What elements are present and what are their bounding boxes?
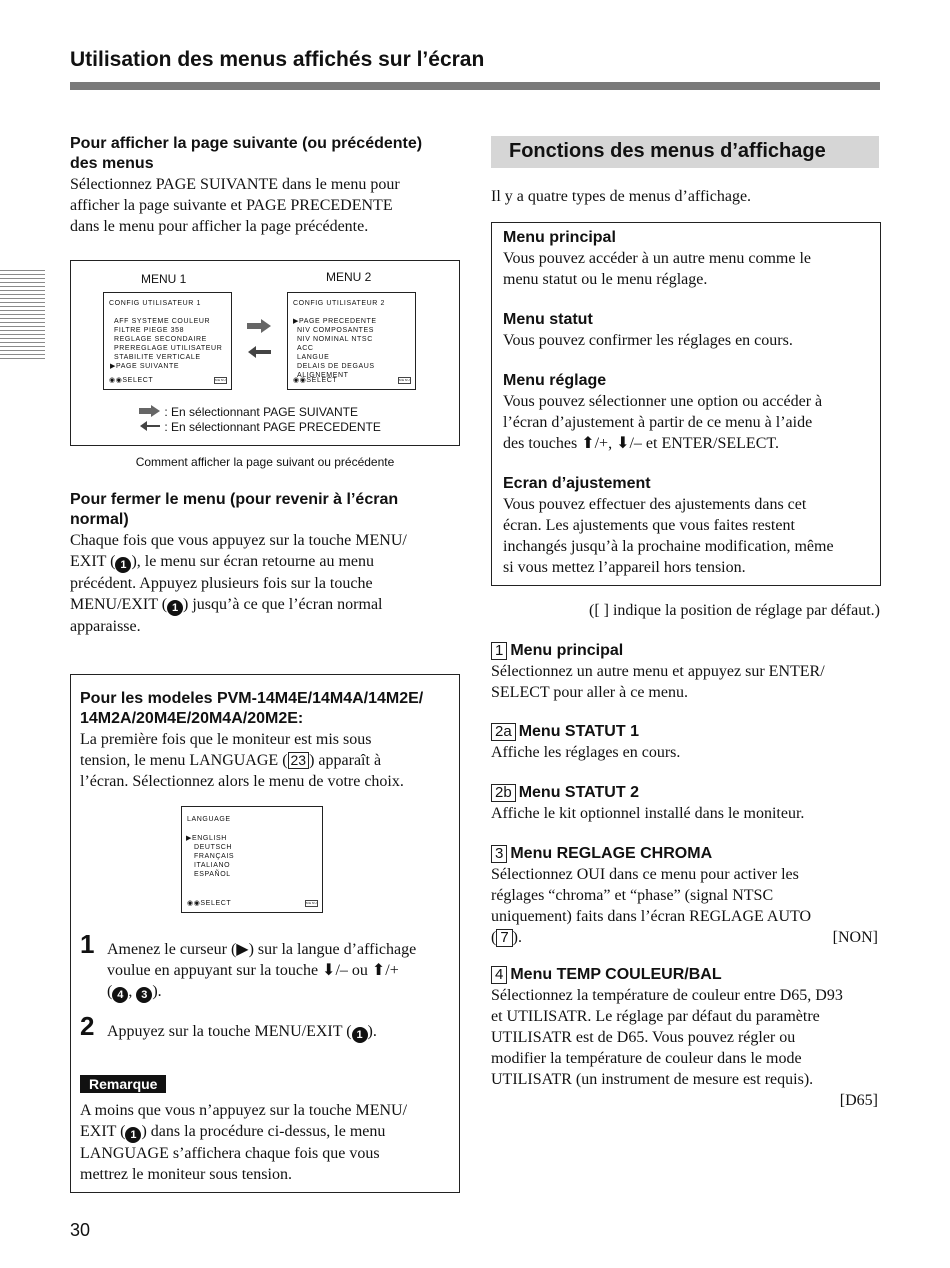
type-title-statut: Menu statut [503, 311, 593, 328]
figure-caption: Comment afficher la page suivant ou précédente [135, 455, 395, 469]
title-rule [70, 82, 880, 90]
menu1-title: CONFIG UTILISATEUR 1 [109, 300, 201, 307]
button-4-badge: 4 [112, 987, 128, 1003]
type-text: menu statut ou le menu réglage. [503, 271, 708, 288]
legend-prev [139, 420, 381, 434]
entry-number-box: 1 [491, 642, 507, 660]
remark-line-2: EXIT ( 1 ) dans la procédure ci-dessus, le menu [80, 1123, 386, 1141]
entry-text: Sélectionnez la température de couleur entre D65, D93 [491, 987, 843, 1004]
next-page-heading-1: Pour afficher la page suivante (ou précédente) [70, 135, 423, 152]
button-1-badge: 1 [115, 557, 131, 573]
entry-text: SELECT pour aller à ce menu. [491, 684, 688, 701]
close-menu-heading-2: normal) [70, 511, 129, 528]
language-item: DEUTSCH [194, 844, 233, 851]
entry-title: Menu principal [510, 642, 624, 659]
entry-text: UTILISATR est de D65. Vous pouvez régler ou [491, 1029, 796, 1046]
next-page-text-2: afficher la page suivante et PAGE PRECEDENTE [70, 197, 393, 214]
button-3-badge: 3 [136, 987, 152, 1003]
language-items [186, 834, 234, 879]
close-menu-text-2: EXIT ( 1 ), le menu sur écran retourne au menu [70, 553, 375, 571]
type-text: des touches ⬆/+, ⬇/– et ENTER/SELECT. [503, 435, 779, 452]
menu-entry-reglage-chroma [491, 844, 880, 948]
models-heading-2: 14M2A/20M4E/20M4A/20M2E: [80, 710, 304, 727]
type-text: inchangés jusqu’à la prochaine modification, même [503, 538, 834, 555]
menu1-item: REGLAGE SECONDAIRE [114, 336, 207, 343]
entry-heading [491, 844, 880, 864]
menu2-item: DELAIS DE DEGAUS [297, 363, 375, 370]
menu-entry-temp-couleur [491, 965, 880, 1111]
remark-label: Remarque [80, 1075, 166, 1093]
type-text: l’écran d’ajustement à partir de ce menu à l’aide [503, 414, 813, 431]
models-text-3: l’écran. Sélectionnez alors le menu de votre choix. [80, 773, 404, 790]
entry-text: Sélectionnez OUI dans ce menu pour activer les [491, 866, 799, 883]
entry-text: ( 7 ). [NON] [491, 929, 878, 946]
entry-text: UTILISATR (un instrument de mesure est requis). [491, 1071, 814, 1088]
menu2-screen [287, 292, 416, 390]
type-text: Vous pouvez effectuer des ajustements dans cet [503, 496, 807, 513]
page-title: Utilisation des menus affichés sur l’écran [70, 48, 485, 71]
entry-text: uniquement) faits dans l’écran REGLAGE AUTO [491, 908, 812, 925]
type-text: si vous mettez l’appareil hors tension. [503, 559, 746, 576]
intro-text: Il y a quatre types de menus d’affichage. [491, 188, 752, 205]
step-1-number: 1 [80, 929, 95, 959]
menu-types-list [503, 228, 875, 578]
entry-number-box: 4 [491, 966, 507, 984]
next-page-text-3: dans le menu pour afficher la page précédente. [70, 218, 369, 235]
menu1-item: AFF SYSTEME COULEUR [114, 318, 211, 325]
close-menu-text-4: MENU/EXIT ( 1 ) jusqu’à ce que l’écran normal [70, 596, 383, 614]
type-text: écran. Les ajustements que vous faites restent [503, 517, 795, 534]
menu2-select-hint: ◉◉SELECT [293, 377, 338, 384]
legend-next-text: : En sélectionnant PAGE SUIVANTE [164, 405, 358, 419]
menu2-items [293, 317, 377, 380]
entry-text: Sélectionnez un autre menu et appuyez sur ENTER/ [491, 663, 825, 680]
default-position-note: ([ ] indique la position de réglage par défaut.) [589, 602, 880, 619]
menu2-item: ALIGNEMENT [297, 372, 349, 379]
entry-title: Menu REGLAGE CHROMA [510, 845, 713, 862]
language-select-hint: ◉◉SELECT [187, 900, 232, 907]
entry-heading [491, 783, 880, 803]
arrow-left-icon [247, 345, 273, 359]
legend-next [139, 405, 358, 419]
menu2-menu-key-icon: MENU [399, 378, 411, 382]
default-value: [NON] [832, 929, 878, 946]
type-text: Vous pouvez sélectionner une option ou accéder à [503, 393, 823, 410]
language-item: FRANÇAIS [194, 853, 235, 860]
arrow-right-icon [247, 319, 273, 333]
menu-page-figure [70, 260, 460, 446]
menu1-label: MENU 1 [141, 272, 187, 286]
models-intro [80, 689, 458, 792]
step-1-line-2: voulue en appuyant sur la touche ⬇/– ou ⬆/+ [107, 962, 399, 979]
type-title-principal: Menu principal [503, 229, 616, 246]
menu1-item: PREREGLAGE UTILISATEUR [114, 345, 223, 352]
step-1-text [107, 939, 457, 1003]
close-menu-text-1: Chaque fois que vous appuyez sur la touche MENU/ [70, 532, 407, 549]
page-number: 30 [70, 1220, 91, 1240]
type-title-ajustement: Ecran d’ajustement [503, 475, 651, 492]
models-text-2: tension, le menu LANGUAGE ( 23 ) apparaît à [80, 752, 382, 769]
models-heading-1: Pour les modeles PVM-14M4E/14M4A/14M2E/ [80, 690, 424, 707]
close-menu-section [70, 490, 465, 637]
menu1-items [112, 317, 222, 371]
menu2-item: NIV NOMINAL NTSC [297, 336, 373, 343]
remark-line-3: LANGUAGE s’affichera chaque fois que vous [80, 1145, 380, 1162]
menu-entry-principal [491, 641, 880, 703]
section-title: Fonctions des menus d’affichage [509, 140, 826, 162]
entry-text: et UTILISATR. Le réglage par défaut du paramètre [491, 1008, 820, 1025]
menu2-item: NIV COMPOSANTES [297, 327, 375, 334]
remark-line-1: A moins que vous n’appuyez sur la touche MENU/ [80, 1102, 408, 1119]
arrow-right-icon [139, 405, 161, 417]
menu1-menu-key-icon: MENU [215, 378, 227, 382]
ref-box-7: 7 [496, 929, 512, 947]
menu-entry-statut-2 [491, 783, 880, 824]
next-page-section [70, 134, 465, 237]
type-text: Vous pouvez confirmer les réglages en cours. [503, 332, 793, 349]
entry-title: Menu STATUT 1 [518, 723, 639, 740]
models-text-1: La première fois que le moniteur est mis sous [80, 731, 372, 748]
step-2-text: Appuyez sur la touche MENU/EXIT ( 1 ). [107, 1023, 377, 1041]
step-2-number: 2 [80, 1011, 95, 1041]
section-edge-tab [0, 270, 45, 362]
entry-heading [491, 965, 880, 985]
language-item: ITALIANO [194, 862, 231, 869]
remark-text [80, 1100, 455, 1185]
entry-number-box: 2a [491, 723, 516, 741]
menu1-item-selected: ▶PAGE SUIVANTE [110, 363, 180, 370]
entry-number-box: 3 [491, 845, 507, 863]
close-menu-heading-1: Pour fermer le menu (pour revenir à l’écran [70, 491, 399, 508]
models-note-box [70, 674, 460, 1193]
entry-heading [491, 722, 880, 742]
language-title: LANGUAGE [187, 816, 231, 823]
type-title-reglage: Menu réglage [503, 372, 607, 389]
next-page-heading-2: des menus [70, 155, 154, 172]
close-menu-text-3: précédent. Appuyez plusieurs fois sur la touche [70, 575, 373, 592]
button-1-badge: 1 [167, 600, 183, 616]
menu1-item: STABILITE VERTICALE [114, 354, 201, 361]
entry-title: Menu TEMP COULEUR/BAL [510, 966, 722, 983]
language-item-selected: ▶ENGLISH [186, 835, 227, 842]
entry-text: Affiche le kit optionnel installé dans le moniteur. [491, 805, 805, 822]
button-1-badge: 1 [352, 1027, 368, 1043]
menu2-item-selected: ▶PAGE PRECEDENTE [293, 318, 377, 325]
menu2-item: ACC [297, 345, 314, 352]
entry-text: modifier la température de couleur dans le mode [491, 1050, 802, 1067]
menu1-item: FILTRE PIEGE 358 [114, 327, 185, 334]
entry-text: réglages “chroma” et “phase” (signal NTSC [491, 887, 774, 904]
step-1-line-3: ( 4 , 3 ). [107, 983, 162, 1001]
next-page-text-1: Sélectionnez PAGE SUIVANTE dans le menu pour [70, 176, 400, 193]
menu2-item: LANGUE [297, 354, 330, 361]
legend-prev-text: : En sélectionnant PAGE PRECEDENTE [164, 420, 381, 434]
close-menu-text-5: apparaisse. [70, 618, 141, 635]
arrow-left-icon [139, 420, 161, 432]
language-screen [181, 806, 323, 913]
menu1-select-hint: ◉◉SELECT [109, 377, 154, 384]
menu1-screen [103, 292, 232, 390]
ref-box-23: 23 [288, 752, 310, 769]
entry-text: Affiche les réglages en cours. [491, 744, 681, 761]
entry-number-box: 2b [491, 784, 516, 802]
step-1-line-1: Amenez le curseur (▶) sur la langue d’affichage [107, 941, 417, 958]
entry-heading [491, 641, 880, 661]
default-value: [D65] [839, 1092, 878, 1109]
language-item: ESPAÑOL [194, 871, 231, 878]
menu2-title: CONFIG UTILISATEUR 2 [293, 300, 385, 307]
menu2-label: MENU 2 [326, 270, 372, 284]
menu-entry-statut-1 [491, 722, 880, 763]
type-text: Vous pouvez accéder à un autre menu comme le [503, 250, 812, 267]
entry-title: Menu STATUT 2 [518, 784, 639, 801]
remark-line-4: mettrez le moniteur sous tension. [80, 1166, 292, 1183]
menu-types-box [491, 222, 881, 586]
section-banner [491, 136, 879, 168]
button-1-badge: 1 [125, 1127, 141, 1143]
language-menu-key-icon: MENU [306, 901, 318, 905]
